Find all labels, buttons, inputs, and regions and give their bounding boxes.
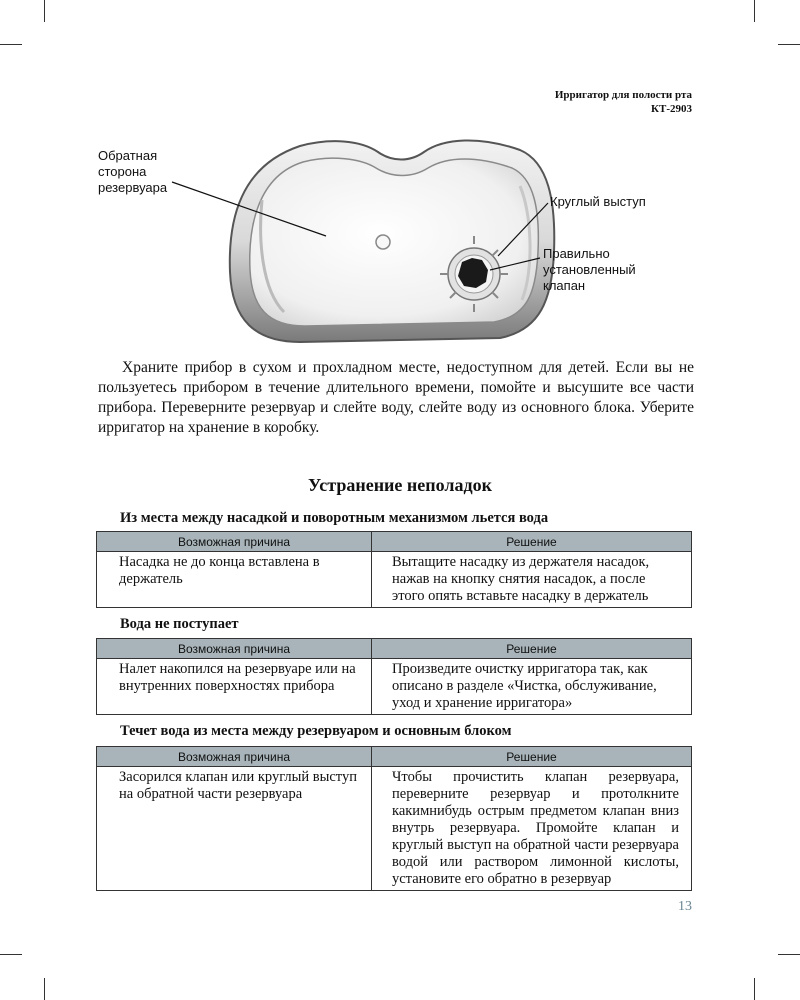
cause-cell: Налет накопился на резервуаре или на внутренних поверхностях прибора <box>97 659 372 715</box>
column-header-solution: Решение <box>372 747 692 767</box>
table-header-row <box>97 532 692 552</box>
table-header-row <box>97 747 692 767</box>
table-row <box>97 659 692 715</box>
crop-mark <box>0 954 22 955</box>
table-row <box>97 767 692 891</box>
storage-instructions <box>98 358 694 438</box>
storage-paragraph: Храните прибор в сухом и прохладном месте, недоступном для детей. Если вы не пользуетесь прибором в течение длительного времени, помойте и высушите все части прибора. Переверните резервуар и слейте воду, слейте воду из основного блока. Уберите ирригатор на хранение в коробку. <box>98 359 694 436</box>
header-model: КТ-2903 <box>651 103 692 115</box>
troubleshooting-table <box>96 531 692 608</box>
crop-mark <box>44 978 45 1000</box>
crop-mark <box>778 954 800 955</box>
solution-cell: Вытащите насадку из держателя насадок, нажав на кнопку снятия насадок, а после этого опять вставьте насадку в держатель <box>372 552 692 608</box>
column-header-solution: Решение <box>372 639 692 659</box>
reservoir-inner-tray <box>250 158 539 326</box>
issue-title: Из места между насадкой и поворотным механизмом льется вода <box>120 510 549 526</box>
cause-cell: Насадка не до конца вставлена в держатель <box>97 552 372 608</box>
page-number: 13 <box>678 899 692 914</box>
column-header-cause: Возможная причина <box>97 532 372 552</box>
column-header-cause: Возможная причина <box>97 639 372 659</box>
solution-cell: Чтобы прочистить клапан резервуара, переверните резервуар и протолкните какимнибудь острым предметом клапан вниз внутрь резервуара. Промойте клапан и круглый выступ на обратной части резервуара водой или раствором лимонной кислоты, установите его обратно в резервуар <box>372 767 692 891</box>
troubleshooting-table <box>96 638 692 715</box>
issue-title: Течет вода из места между резервуаром и основным блоком <box>120 723 512 739</box>
crop-mark <box>754 978 755 1000</box>
cause-cell: Засорился клапан или круглый выступ на обратной части резервуара <box>97 767 372 891</box>
table-row <box>97 552 692 608</box>
callout-reverse-side: Обратная сторона резервуара <box>98 148 168 195</box>
column-header-solution: Решение <box>372 532 692 552</box>
issue-title: Вода не поступает <box>120 616 239 632</box>
callout-round-protrusion: Круглый выступ <box>550 194 646 209</box>
solution-cell: Произведите очистку ирригатора так, как описано в разделе «Чистка, обслуживание, уход и хранение ирригатора» <box>372 659 692 715</box>
troubleshooting-title: Устранение неполадок <box>308 475 492 495</box>
header-title: Ирригатор для полости рта <box>554 89 692 101</box>
troubleshooting-table <box>96 746 692 891</box>
table-header-row <box>97 639 692 659</box>
callout-valve: Правильно установленный клапан <box>543 246 636 293</box>
column-header-cause: Возможная причина <box>97 747 372 767</box>
round-hole <box>376 235 390 249</box>
